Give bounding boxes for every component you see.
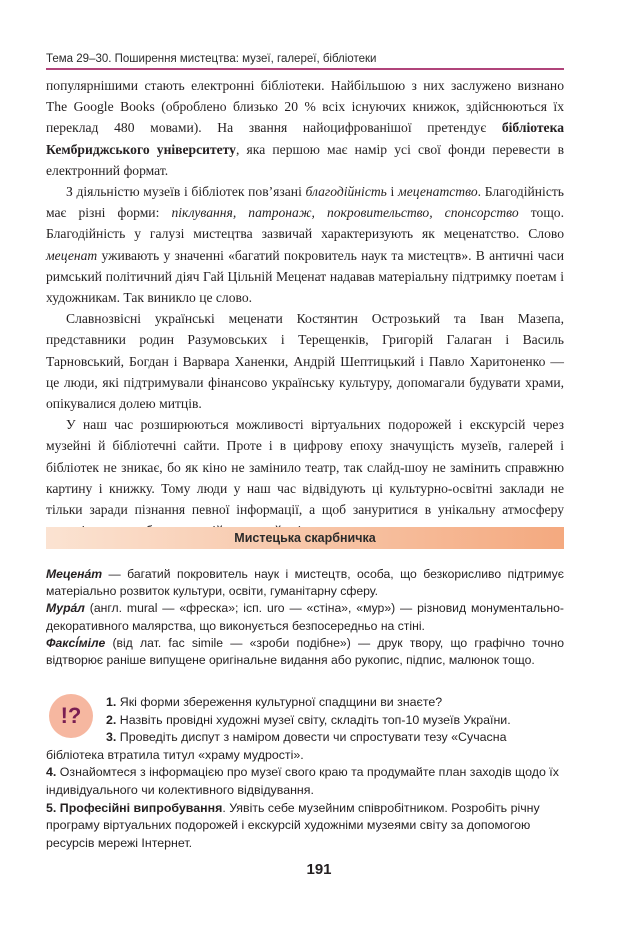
art-treasury-heading: Мистецька скарбничка xyxy=(46,527,564,549)
review-questions xyxy=(46,694,564,852)
running-header: Тема 29–30. Поширення мистецтва: музеї, галереї, бібліотеки xyxy=(46,53,377,65)
glossary-entry: Мура́л (англ. mural — «фреска»; ісп. uro — «стіна», «мур») — різновид монументально-декоративного малярства, що виконується безпосередньо на стіні. xyxy=(46,601,564,633)
questions-badge-icon: !? xyxy=(49,694,93,738)
glossary-entry: Мецена́т — багатий покровитель наук і мистецтв, особа, що безкорисливо підтримує матеріально розвиток культури, освіти, гуманітарну сферу. xyxy=(46,567,564,599)
paragraph-patrons: Славнозвісні українські меценати Костянтин Острозький та Іван Мазепа, представники родин Разумовських і Терещенків, Григорій Галаган і Василь Тарновський, Богдан і Варвара Ханенки, Андрій Шептицький і Павло Харитоненко — це люди, які підтримували фінансово українську культуру, допомагали будувати храми, опікувалися долею митців. xyxy=(46,311,564,412)
question-item: 2. Назвіть провідні художні музеї світу, складіть топ-10 музеїв України. xyxy=(106,712,511,727)
main-text xyxy=(46,75,564,541)
paragraph-digital-libraries: популярнішими стають електронні бібліотеки. Найбільшою з них заслужено визнано The Google Books (оброблено близько 20 % всіх існуючих книжок, здійснюються їх переклад 480 мовами). На звання найоцифрованішої претендує бібліотека Кембриджського університету, яка першою має намір усі свої фонди перевести в електронний формат. xyxy=(46,78,564,178)
question-item: 3. Проведіть диспут з наміром довести чи спростувати тезу «Сучасна бібліотека втратила титул «храму мудрості». xyxy=(46,730,507,762)
header-divider xyxy=(46,68,564,70)
glossary-entry: Факсі́міле (від лат. fac simile — «зроби подібне») — друк твору, що графічно точно відтворює раніше випущене оригінальне видання або рукопис, підпис, малюнок тощо. xyxy=(46,635,564,668)
question-item: 5. Професійні випробування. Уявіть себе музейним співробітником. Розробіть річну програму віртуальних подорожей і екскурсій художніми музеями світу за допомогою ресурсів мережі Інтернет. xyxy=(46,800,540,850)
glossary xyxy=(46,566,564,669)
paragraph-virtual-tours: У наш час розширюються можливості віртуальних подорожей і екскурсій через музейні й бібліотечні сайти. Проте і в цифрову епоху значущість музеїв, галерей і бібліотек не зникає, бо як кіно не замінило театр, так слайд-шоу не замінить справжню картину і книжку. Тому люди у наш час відвідують ці культурно-освітні заклади не тільки заради пізнання певної інформації, а щоб зануритися в унікальну атмосферу xyxy=(46,417,564,518)
paragraph-charity: З діяльністю музеїв і бібліотек пов’язані благодійність і меценатство. Благодійність має різні форми: піклування, патронаж, покровительство, спонсорство тощо. Благодійність у галузі мистецтва зазвичай характеризують як меценатство. Слово меценат уживають у значенні «багатий покровитель наук та мистецтв». В античні часи римський політичний діяч Гай Цільній Меценат надавав матеріальну підтримку поетам і художникам. Так виникло це слово. xyxy=(46,184,565,306)
page-number: 191 xyxy=(306,861,332,878)
question-item: 4. Ознайомтеся з інформацією про музеї свого краю та продумайте план заходів щодо їх індивідуального чи колективного відвідування. xyxy=(46,765,559,797)
question-item: 1. Які форми збереження культурної спадщини ви знаєте? xyxy=(106,695,443,709)
